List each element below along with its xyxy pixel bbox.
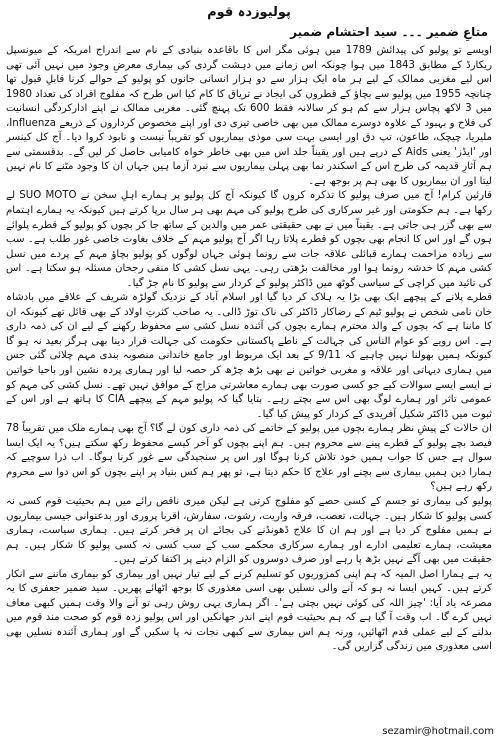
paragraph: پولیو کی بیماری تو جسم کے کسی حصے کو مفلوج کرتی ہے لیکن میری ناقص رائے میں ہم بحیثیت قوم کسی نہ کسی پولیو کا شکار ہیں۔ جہالت، تعصب، فرقہ واریت، رشوت، سفارش، اقربا پروری اور بدعنوانی جیسی بیماریوں نے ہمیں مفلوج کر دیا ہے اور ہم ان کا علاج ڈھونڈنے کی بجائے ان پر فخر کرتے ہیں۔ ہماری سیاست، ہماری معیشت، ہمارے تعلیمی ادارے اور ہمارے سرکاری محکمے سب کے سب کسی نہ کسی پولیو کا شکار ہیں۔ ہم حقیقت میں بھی آگے نہیں بڑھ پا رہے اور صرف دوسروں کو الزام دینے پر اکتفا کرتے ہیں۔ [6,495,492,566]
paragraph: یہ ہے ہمارا اصل المیہ کہ ہم اپنی کمزوریوں کو تسلیم کرنے کے لیے تیار نہیں اور بیماری کو بیماری ماننے سے انکار کرتے ہیں۔ کہیں ایسا نہ ہو کہ آنے والی نسلیں بھی اسی معذوری کا بوجھ اٹھائے پھریں۔ سید ضمیر جعفری کا یہ مصرعہ یاد آیا: 'چیز اللہ کی کوئی نہیں بچتی ہے'۔ اگر ہماری یہی روش رہی تو آنے والا وقت ہمیں کبھی معاف نہیں کرے گا۔ اب وقت آ گیا ہے کہ ہم بحیثیت قوم اپنے اندر جھانکیں اور اس پولیو زدہ قوم کو صحت مند قوم میں بدلنے کے لیے عملی قدم اٹھائیں، ورنہ ہم اس بیماری سے کبھی نجات نہ پا سکیں گے اور ہماری آئندہ نسلیں بھی اسی معذوری میں زندگی گزاریں گی۔ [6,568,492,653]
paragraph: قارئین کرام! آج میں صرف پولیو کا تذکرہ کروں گا کیونکہ آج کل پولیو پر ہمارے اہلِ سخن نے SUO MOTO لے رکھا ہے۔ ہم حکومتی اور غیر سرکاری کی طرح پولیو کی مہم بھی ہر سال برپا کرتے ہیں کیونکہ یہ ہمارے اہتمام سے بھی گزر ہی جاتی ہے۔ یقیناً میں نے بھی حقیقتی عمر میں والدین کے ساتھ جا کر بچوں کو پولیو کے قطرے پلوائے ہوں گے اور اس کا انجام بھی بچوں کو قطرے پلاتا رہا اگر آج پولیو مہم کے خلاف بغاوت خاصی غور طلب ہے۔ سب سے زیادہ مزاحمت ہمارے قبائلی علاقہ جات سے رونما ہوئی جہاں لوگوں کو پولیو بچاؤ مہم کے پردے میں نسل کشی مہم کا خدشہ رونما ہوا اور مخالفت بڑھتی رہی۔ یہی نسل کشی کا منفی رجحان مسئلہ ہو سکتا ہے۔ اس کی تائید میں کراچی کے سیاسی گوٹھ میں ڈاکٹر پولیو کے کردار سے پولیو کا نام جڑ گیا۔ [6,190,492,289]
paragraph: قطرے پلانے کے پیچھے ایک بھی بڑا یہ ہلاک کر دیا گیا اور اسلام آباد کے نزدیک گولڑہ شریف کے علاقے میں بادشاہ خان نامی شخص نے پولیو ٹیم کے رضاکار ڈاکٹر کی ناک توڑ ڈالی۔ یہ صاحب کثرتِ اولاد کے بھی قائل تھے کیونکہ ان کا ماننا ہے کہ بچوں کے والد محترم ہمارے بچوں کی آئندہ نسل کشی سے محفوظ رکھنے کے لیے ان کی ذمہ داری ہے۔ اس رویے کو عوام الناس کی جہالت کے ناطے پاکستانی حکومت کی جہالت قرار دینا بھی ہرگز بعید نہ ہو گا کیونکہ ہمیں بھولنا نہیں چاہیے کہ 9/11 کے بعد ایک مربوط اور جامع خاندانی منصوبہ بندی مہم چلائی گئی جس میں ہماری دیہاتی اور علاقہ و مغربی خواتین نے بھی بڑھ چڑھ کر حصہ لیا اور ہماری پردہ نشین اور باحیا خواتین نے ایسے ایسے سوالات کیے جو کسی صورت بھی ہمارے معاشرتی مزاج کے موافق نہیں تھے۔ نسل کشی کی مہم کو عمومی تاثر اور ہمارے لوگ بھی اس سے بچتے رہے۔ بتایا گیا کہ پولیو مہم کے پیچھے CIA کا ہاتھ ہے اور اس کے ثبوت میں ڈاکٹر شکیل آفریدی کے کردار کو پیش کیا گیا۔ [6,292,492,420]
article-body [6,44,492,655]
article-page [6,4,492,735]
article-title: پولیوزدہ قوم [207,5,291,20]
article-byline: متاعِ ضمیر ۔۔۔ سید احتشام ضمیر [290,25,488,39]
paragraph: ان حالات کے پیشِ نظر ہمارے بچوں میں پولیو کے خاتمے کی ذمہ داری کون لے گا؟ آج بھی ہمارے ملک میں تقریباً 78 فیصد بچے پولیو کے قطرے پینے سے محروم ہیں۔ ہم اپنے بچوں کو آخر کیسے محفوظ رکھ سکتے ہیں؟ یہ ایک ایسا سوال ہے جس کا جواب ہمیں خود تلاش کرنا ہوگا اور اس پر سنجیدگی سے غور کرنا ہوگا۔ اب ذرا سوچیے کہ ہمارا دین ہمیں بیماری سے بچنے اور علاج کا حکم دیتا ہے، تو پھر ہم کس بنیاد پر اپنے بچوں کو اس دوا سے محروم رکھ رہے ہیں؟ [6,423,492,493]
author-email: sezamir@hotmail.com [382,726,494,737]
paragraph: اویسے تو پولیو کی پیدائش 1789 میں ہوئی مگر اس کا باقاعدہ بنیادی کے نام سے اندراج امریکہ کے میونسپل ریکارڈ کے مطابق 1843 میں ہوا چونکہ اس زمانے میں دہشت گردی کی بیماری معرضِ وجود میں نہیں آئی تھی اس لیے مغربی ممالک کے لیے ہر ماہ ایک ہزار سے دو ہزار انسانی جانوں کو پولیو کے حوالے کرنا قابلِ قبول تھا چنانچہ 1955 میں پولیو سے بچاؤ کے قطروں کی ایجاد نے تریاق کا کام کیا اس طرح کہ مفلوج افراد کی تعداد 1980 میں 3 لاکھ پچاس ہزار سے کم ہو کر سالانہ فقط 600 تک پہنچ گئی۔ مغربی ممالک نے اپنے ادارکردگی انسانیت کی فلاح و بہبود کے علاوہ دوسرے ممالک میں بھی خاصی تیزی دی اور اپنے مخصوص کرداروں کے ذریعے Influenza، ملیریا، چیچک، طاعون، تپ دق اور ایسی بہت سی موذی بیماریوں کو تقریباً نیست و نابود کروا دیا۔ آج کل کینسر اور 'ایڈز' یعنی Aids کے درپے ہیں اور یقیناً جلد اس میں بھی خاطر خواہ کامیابی حاصل کر لیں گے۔ بدقسمتی سے ہم آثارِ قدیمہ کی طرح اس کے اسکندر نما بھی پہلی بیماریوں سے نبرد آزما ہیں جہاں ان کا وجود مٹنے کا نام نہیں لیتا اور ان بیماریوں کا بھی ہم پر بوجھ ہے۔ [6,45,492,187]
